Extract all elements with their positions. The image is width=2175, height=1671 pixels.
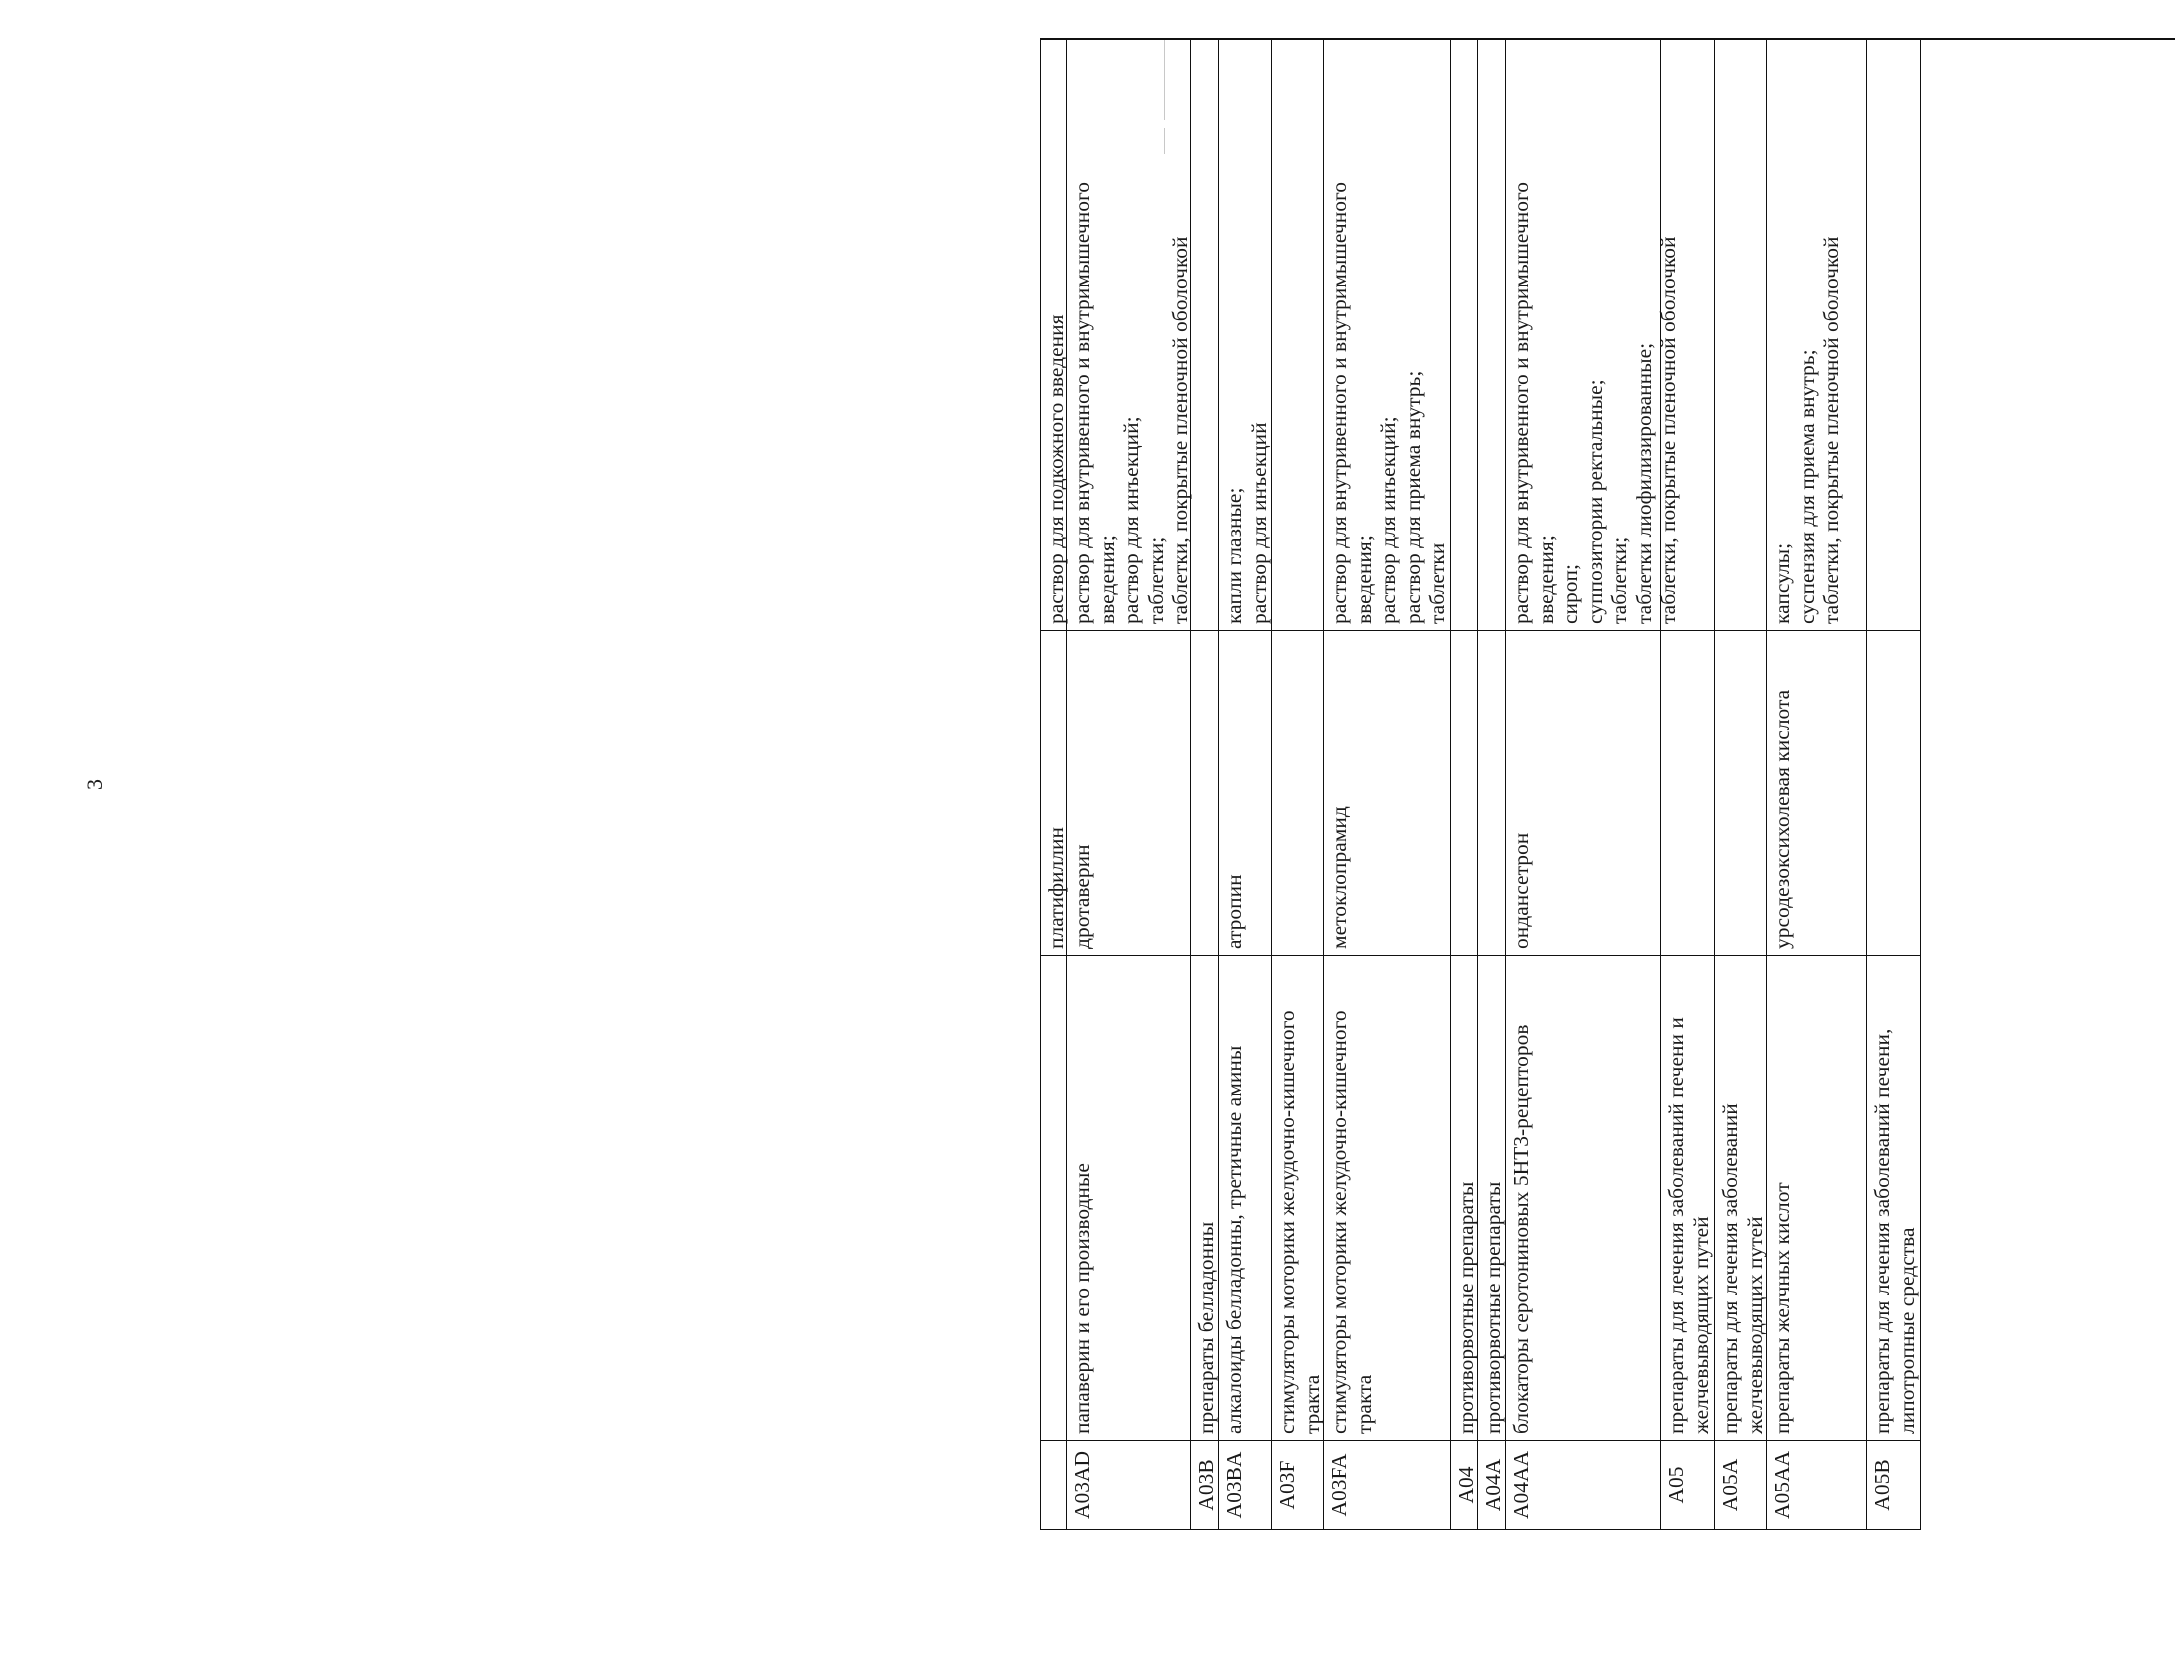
- dosage-form-line: капли глазные;: [1222, 487, 1246, 624]
- table-row: [1190, 40, 1218, 1530]
- medication-table: [1040, 40, 2175, 1530]
- dosage-form-line: таблетки, покрытые пленочной оболочкой: [1168, 236, 1192, 624]
- dosage-form-line: раствор для подкожного введения: [1044, 314, 1068, 624]
- table-row: [1660, 40, 1714, 1530]
- atc-code-cell: A05AA: [1767, 1440, 1866, 1530]
- table-row: [1450, 40, 1477, 1530]
- dosage-form-line: введения;: [1094, 535, 1119, 624]
- dosage-forms-cell: [1661, 40, 1714, 630]
- table-row: [1040, 40, 1066, 1530]
- dosage-form-line: раствор для инъекций: [1246, 422, 1271, 624]
- table-row: [1866, 40, 1921, 1530]
- dosage-form-line: суппозитории ректальные;: [1582, 379, 1607, 624]
- dosage-forms-cell: [1067, 40, 1190, 630]
- dosage-form-line: раствор для приема внутрь;: [1400, 370, 1425, 624]
- dosage-form-line: таблетки лиофилизированные;: [1631, 342, 1656, 624]
- drug-name-cell: платифиллин: [1041, 630, 1066, 955]
- dosage-form-line: сироп;: [1558, 563, 1582, 624]
- dosage-form-line: таблетки, покрытые пленочной оболочкой: [1656, 236, 1680, 624]
- drug-name-cell: [1272, 630, 1323, 955]
- dosage-forms-cell: [1272, 40, 1323, 630]
- dosage-form-line: введения;: [1533, 535, 1558, 624]
- atc-code-cell: A04: [1451, 1440, 1477, 1530]
- group-name-cell: блокаторы серотониновых 5HT3-рецепторов: [1506, 955, 1660, 1440]
- group-name-cell: противорвотные препараты: [1478, 955, 1505, 1440]
- group-name-cell: препараты для лечения заболеваний печени, липотропные средства: [1867, 955, 1920, 1440]
- dosage-form-line: таблетки, покрытые пленочной оболочкой: [1819, 236, 1843, 624]
- dosage-form-line: введения;: [1351, 535, 1376, 624]
- table-row: [1218, 40, 1271, 1530]
- group-name-cell: алкалоиды белладонны, третичные амины: [1219, 955, 1271, 1440]
- dosage-forms-cell: [1867, 40, 1920, 630]
- atc-code-cell: A03B: [1191, 1440, 1218, 1530]
- atc-code-cell: A03F: [1272, 1440, 1323, 1530]
- atc-code-cell: A03AD: [1067, 1440, 1190, 1530]
- drug-name-cell: [1661, 630, 1714, 955]
- drug-name-cell: урсодезоксихолевая кислота: [1767, 630, 1866, 955]
- dosage-forms-cell: [1767, 40, 1866, 630]
- drug-name-cell: [1867, 630, 1920, 955]
- atc-code-cell: A04AA: [1506, 1440, 1660, 1530]
- dosage-forms-cell: [1219, 40, 1271, 630]
- table-row: [1271, 40, 1323, 1530]
- dosage-form-line: суспензия для приема внутрь;: [1794, 349, 1819, 624]
- drug-name-cell: ондансетрон: [1506, 630, 1660, 955]
- dosage-forms-cell: [1324, 40, 1450, 630]
- atc-code-cell: A05A: [1715, 1440, 1766, 1530]
- group-name-cell: препараты желчных кислот: [1767, 955, 1866, 1440]
- group-name-cell: препараты белладонны: [1191, 955, 1218, 1440]
- group-name-cell: стимуляторы моторики желудочно-кишечного тракта: [1324, 955, 1450, 1440]
- dosage-forms-cell: [1715, 40, 1766, 630]
- table-row: [1066, 40, 1190, 1530]
- dosage-forms-cell: [1451, 40, 1477, 630]
- atc-code-cell: A03BA: [1219, 1440, 1271, 1530]
- atc-code-cell: A03FA: [1324, 1440, 1450, 1530]
- group-name-cell: препараты для лечения заболеваний желчевыводящих путей: [1715, 955, 1766, 1440]
- atc-code-cell: [1041, 1440, 1066, 1530]
- dosage-form-line: таблетки;: [1607, 536, 1631, 624]
- atc-code-cell: A05: [1661, 1440, 1714, 1530]
- dosage-form-line: раствор для инъекций;: [1376, 416, 1400, 624]
- dosage-forms-cell: [1191, 40, 1218, 630]
- drug-name-cell: [1478, 630, 1505, 955]
- group-name-cell: [1041, 955, 1066, 1440]
- drug-name-cell: [1715, 630, 1766, 955]
- drug-name-cell: [1191, 630, 1218, 955]
- dosage-form-line: раствор для внутривенного и внутримышечного: [1327, 181, 1351, 624]
- dosage-forms-cell: [1041, 40, 1066, 630]
- dosage-form-line: таблетки: [1425, 542, 1449, 624]
- atc-code-cell: A05B: [1867, 1440, 1920, 1530]
- dosage-forms-cell: [1478, 40, 1505, 630]
- dosage-form-line: раствор для инъекций;: [1119, 416, 1143, 624]
- group-name-cell: стимуляторы моторики желудочно-кишечного тракта: [1272, 955, 1323, 1440]
- table-row: [1766, 40, 1866, 1530]
- drug-name-cell: дротаверин: [1067, 630, 1190, 955]
- atc-code-cell: A04A: [1478, 1440, 1505, 1530]
- drug-name-cell: метоклопрамид: [1324, 630, 1450, 955]
- dosage-forms-cell: [1506, 40, 1680, 630]
- group-name-cell: папаверин и его производные: [1067, 955, 1190, 1440]
- drug-name-cell: атропин: [1219, 630, 1271, 955]
- dosage-form-line: раствор для внутривенного и внутримышечного: [1070, 181, 1094, 624]
- drug-name-cell: [1451, 630, 1477, 955]
- group-name-cell: противорвотные препараты: [1451, 955, 1477, 1440]
- table-row: [1477, 40, 1505, 1530]
- group-name-cell: препараты для лечения заболеваний печени и желчевыводящих путей: [1661, 955, 1714, 1440]
- page-number: 3: [82, 779, 107, 790]
- dosage-form-line: раствор для внутривенного и внутримышечного: [1509, 181, 1533, 624]
- dosage-form-line: капсулы;: [1770, 542, 1794, 624]
- dosage-form-line: таблетки;: [1143, 536, 1168, 624]
- table-row: [1323, 40, 1450, 1530]
- table-row: [1714, 40, 1766, 1530]
